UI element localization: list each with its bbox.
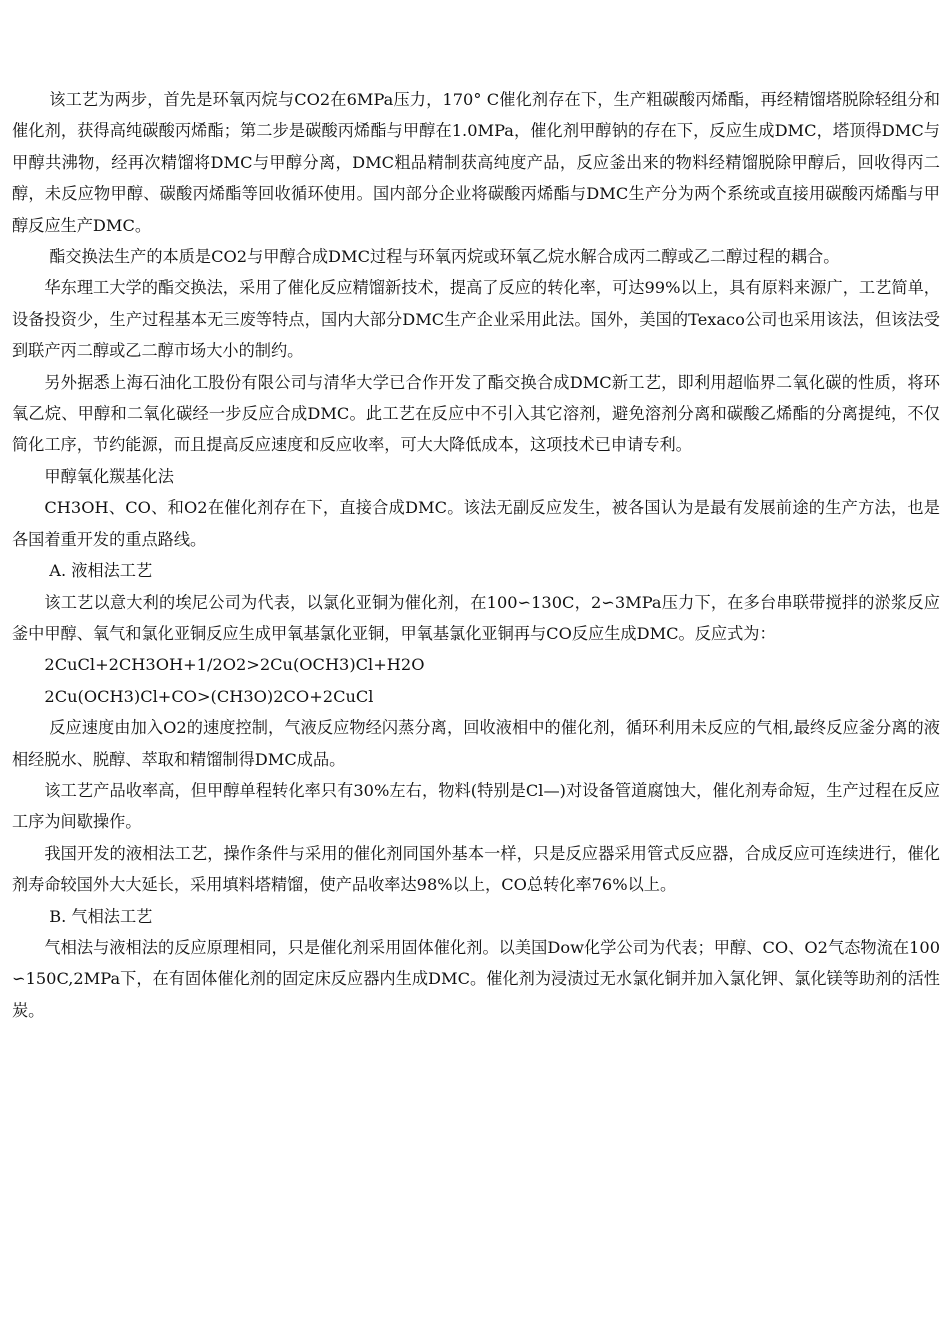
paragraph-ecust-method: 华东理工大学的酯交换法，采用了催化反应精馏新技术，提高了反应的转化率，可达99%以上，具有原料来源广，工艺简单，设备投资少，生产过程基本无三废等特点，国内大部分DMC生产企业采用此法。国外，美国的Texaco公司也采用该法，但该法受到联产丙二醇或乙二醇市场大小的制约。 <box>12 278 940 361</box>
paragraph-reaction-control: 反应速度由加入O2的速度控制，气液反应物经闪蒸分离，回收液相中的催化剂，循环利用未反应的气相,最终反应釜分离的液相经脱水、脱醇、萃取和精馏制得DMC成品。 <box>12 718 940 769</box>
paragraph-direct-synthesis: CH3OH、CO、和O2在催化剂存在下，直接合成DMC。该法无副反应发生，被各国认为是最有发展前途的生产方法，也是各国着重开发的重点路线。 <box>12 498 940 549</box>
section-heading-oxidative-carbonylation: 甲醇氧化羰基化法 <box>44 466 174 486</box>
paragraph-eni-process: 该工艺以意大利的埃尼公司为代表，以氯化亚铜为催化剂，在100∽130C，2∽3MPa压力下，在多台串联带搅拌的淤浆反应釜中甲醇、氧气和氯化亚铜反应生成甲氧基氯化亚铜，甲氧基氯化亚铜再与CO反应生成DMC。反应式为： <box>12 592 940 643</box>
reaction-equation-2: 2Cu(OCH3)Cl+CO>(CH3O)2CO+2CuCl <box>44 686 374 706</box>
paragraph-gas-phase-process: 气相法与液相法的反应原理相同，只是催化剂采用固体催化剂。以美国Dow化学公司为代表；甲醇、CO、O2气态物流在100∽150C,2MPa下，在有固体催化剂的固定床反应器内生成DMC。催化剂为浸渍过无水氯化铜并加入氯化钾、氯化镁等助剂的活性炭。 <box>12 937 940 1020</box>
paragraph-transesterification-essence: 酯交换法生产的本质是CO2与甲醇合成DMC过程与环氧丙烷或环氧乙烷水解合成丙二醇或乙二醇过程的耦合。 <box>49 247 840 267</box>
paragraph-two-step-process: 该工艺为两步，首先是环氧丙烷与CO2在6MPa压力，170° C催化剂存在下，生产粗碳酸丙烯酯，再经精馏塔脱除轻组分和催化剂，获得高纯碳酸丙烯酯；第二步是碳酸丙烯酯与甲醇在1.0MPa，催化剂甲醇钠的存在下，反应生成DMC，塔顶得DMC与甲醇共沸物，经再次精馏将DMC与甲醇分离，DMC粗品精制获高纯度产品，反应釜出来的物料经精馏脱除甲醇后，回收得丙二醇，未反应物甲醇、碳酸丙烯酯等回收循环使用。国内部分企业将碳酸丙烯酯与DMC生产分为两个系统或直接用碳酸丙烯酯与甲醇反应生产DMC。 <box>12 90 940 235</box>
paragraph-domestic-liquid-phase: 我国开发的液相法工艺，操作条件与采用的催化剂同国外基本一样，只是反应器采用管式反应器，合成反应可连续进行，催化剂寿命较国外大大延长，采用填料塔精馏，使产品收率达98%以上，CO总转化率76%以上。 <box>12 843 940 895</box>
document-body <box>12 84 940 1026</box>
paragraph-yield-drawbacks: 该工艺产品收率高，但甲醇单程转化率只有30%左右，物料(特别是Cl—)对设备管道腐蚀大，催化剂寿命短，生产过程在反应工序为间歇操作。 <box>12 780 940 832</box>
reaction-equation-1: 2CuCl+2CH3OH+1/2O2>2Cu(OCH3)Cl+H2O <box>44 655 425 675</box>
subsection-heading-liquid-phase: A. 液相法工艺 <box>49 561 153 581</box>
paragraph-shanghai-tsinghua: 另外据悉上海石油化工股份有限公司与清华大学已合作开发了酯交换合成DMC新工艺，即利用超临界二氧化碳的性质，将环氧乙烷、甲醇和二氧化碳经一步反应合成DMC。此工艺在反应中不引入其它溶剂，避免溶剂分离和碳酸乙烯酯的分离提纯，不仅简化工序，节约能源，而且提高反应速度和反应收率，可大大降低成本，这项技术已申请专利。 <box>12 372 940 455</box>
subsection-heading-gas-phase: B. 气相法工艺 <box>49 906 153 926</box>
